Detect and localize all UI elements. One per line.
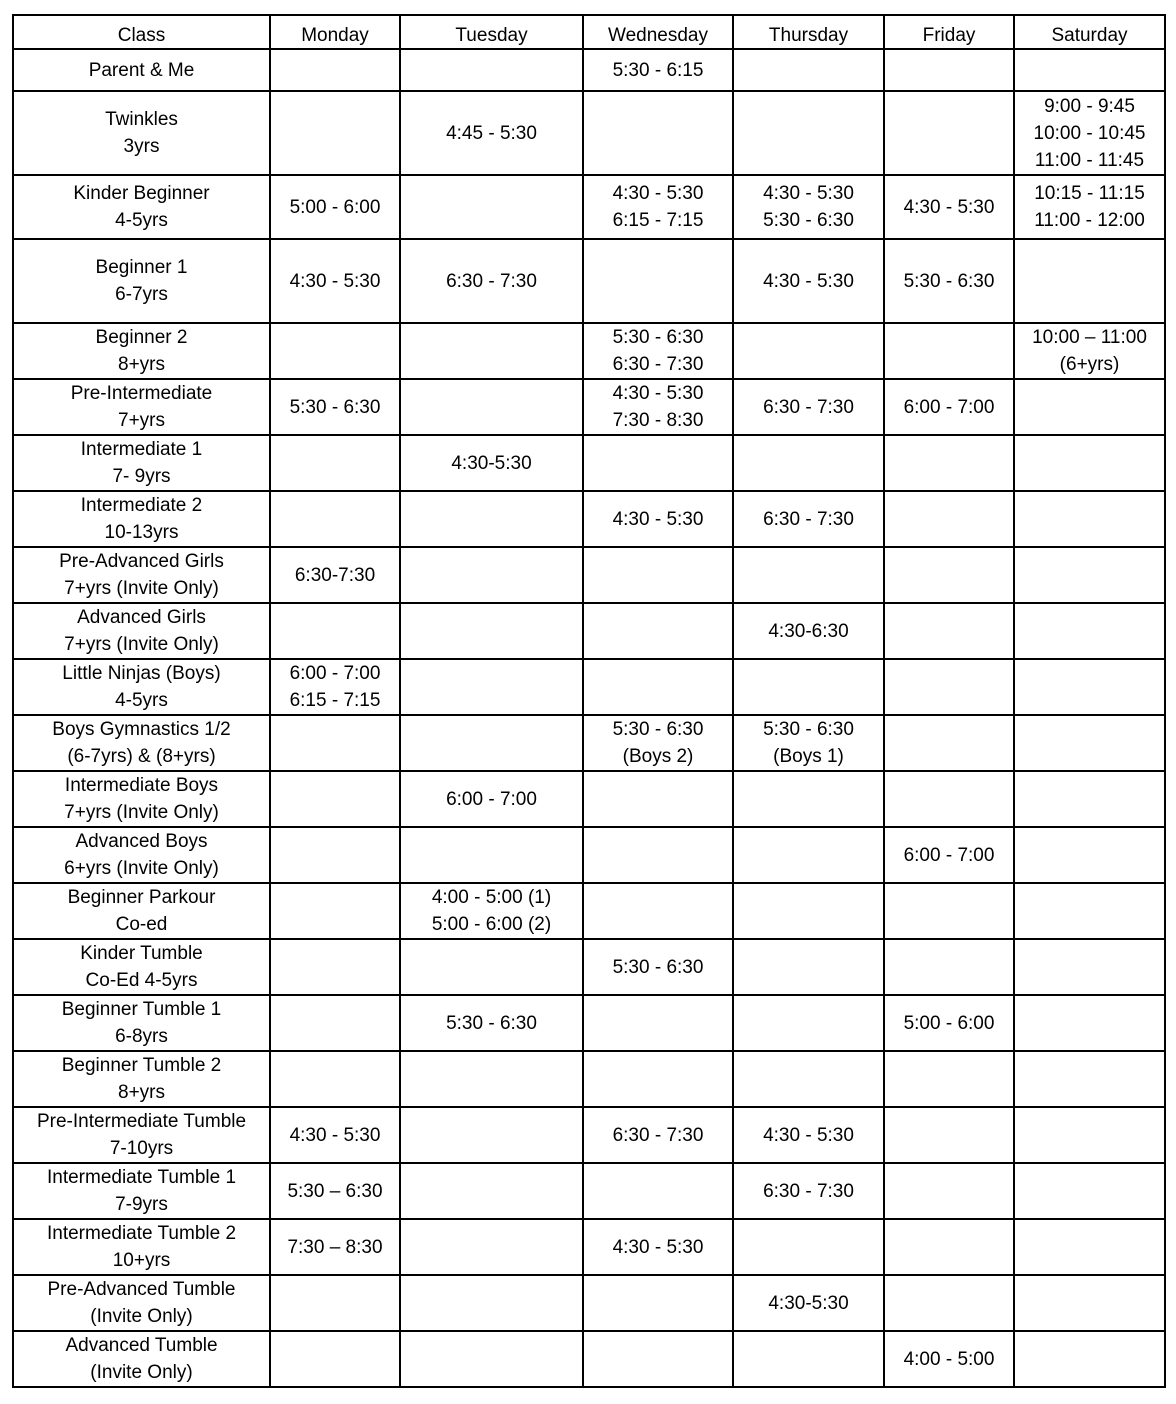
class-name-line: (Invite Only) <box>90 1362 193 1383</box>
class-name-line: Intermediate Tumble 1 <box>46 1167 237 1188</box>
time-cell-saturday <box>1014 435 1165 491</box>
time-slot: 6:00 - 7:00 <box>903 396 995 418</box>
class-name-line: Advanced Tumble <box>65 1335 218 1356</box>
time-cell-wednesday <box>583 547 733 603</box>
class-name-line: Pre-Advanced Girls <box>59 551 224 572</box>
time-cell-friday <box>884 379 1014 435</box>
schedule-row <box>13 491 1165 547</box>
header-friday: Friday <box>884 15 1014 49</box>
time-slot: 4:45 - 5:30 <box>446 122 537 144</box>
time-cell-tuesday <box>400 491 583 547</box>
schedule-row <box>13 547 1165 603</box>
time-slot: 4:30 - 5:30 <box>612 383 704 404</box>
time-slot: 4:30 - 5:30 <box>763 1124 854 1146</box>
time-cell-saturday <box>1014 715 1165 771</box>
time-cell-tuesday <box>400 1163 583 1219</box>
time-cell-monday <box>270 1219 400 1275</box>
time-slot: 6:30 - 7:30 <box>612 354 704 375</box>
time-cell-saturday <box>1014 91 1165 175</box>
time-cell-saturday <box>1014 1107 1165 1163</box>
class-name-line: 7+yrs <box>118 410 165 431</box>
time-cell-monday <box>270 939 400 995</box>
time-cell-monday <box>270 91 400 175</box>
class-name-line: Little Ninjas (Boys) <box>62 663 221 684</box>
schedule-row <box>13 49 1165 91</box>
time-cell-wednesday <box>583 239 733 323</box>
class-name-line: Kinder Beginner <box>73 183 210 204</box>
schedule-row <box>13 659 1165 715</box>
class-name-line: (Invite Only) <box>90 1306 193 1327</box>
time-cell-monday <box>270 547 400 603</box>
class-name-cell <box>13 995 270 1051</box>
time-cell-friday <box>884 883 1014 939</box>
class-name-cell <box>13 659 270 715</box>
header-tuesday: Tuesday <box>400 15 583 49</box>
class-name-cell <box>13 1163 270 1219</box>
time-cell-friday <box>884 1107 1014 1163</box>
schedule-row <box>13 1331 1165 1387</box>
time-cell-wednesday <box>583 883 733 939</box>
class-name-cell <box>13 91 270 175</box>
time-cell-monday <box>270 435 400 491</box>
time-slot: 4:30 - 5:30 <box>612 1236 704 1258</box>
class-name-cell <box>13 435 270 491</box>
time-slot: 4:30-5:30 <box>451 452 532 474</box>
class-name-cell <box>13 939 270 995</box>
class-name-line: Intermediate Boys <box>64 775 219 796</box>
time-cell-friday <box>884 435 1014 491</box>
time-slot: 6:00 - 7:00 <box>446 788 537 810</box>
class-name-line: Twinkles <box>105 109 178 130</box>
class-name-line: 7-10yrs <box>109 1138 174 1159</box>
time-cell-tuesday <box>400 827 583 883</box>
time-slot: 10:00 – 11:00 <box>1032 327 1147 348</box>
class-name-line: Beginner Tumble 2 <box>61 1055 222 1076</box>
time-cell-monday <box>270 1051 400 1107</box>
time-cell-monday <box>270 1163 400 1219</box>
time-cell-tuesday <box>400 379 583 435</box>
time-slot: 7:30 - 8:30 <box>612 410 704 431</box>
time-cell-thursday <box>733 49 884 91</box>
time-cell-wednesday <box>583 175 733 239</box>
time-slot: 4:30 - 5:30 <box>612 183 704 204</box>
time-slot: 5:00 - 6:00 <box>903 1012 995 1034</box>
schedule-row <box>13 939 1165 995</box>
time-slot: 5:30 - 6:30 <box>446 1012 537 1034</box>
time-slot: 6:30 - 7:30 <box>446 270 537 292</box>
time-cell-saturday <box>1014 883 1165 939</box>
time-cell-wednesday <box>583 939 733 995</box>
time-cell-thursday <box>733 1051 884 1107</box>
time-cell-thursday <box>733 1107 884 1163</box>
time-slot: 4:30-5:30 <box>768 1292 849 1314</box>
time-slot: (Boys 1) <box>773 746 844 767</box>
time-cell-wednesday <box>583 379 733 435</box>
class-name-line: Boys Gymnastics 1/2 <box>52 719 231 740</box>
schedule-row <box>13 827 1165 883</box>
schedule-row <box>13 323 1165 379</box>
time-cell-tuesday <box>400 939 583 995</box>
time-cell-thursday <box>733 883 884 939</box>
time-slot: 5:30 - 6:15 <box>612 59 704 81</box>
time-cell-thursday <box>733 435 884 491</box>
time-cell-friday <box>884 1331 1014 1387</box>
time-cell-saturday <box>1014 547 1165 603</box>
time-cell-saturday <box>1014 175 1165 239</box>
time-cell-friday <box>884 715 1014 771</box>
schedule-row <box>13 995 1165 1051</box>
time-cell-saturday <box>1014 491 1165 547</box>
class-name-line: 4-5yrs <box>115 210 168 231</box>
time-cell-tuesday <box>400 771 583 827</box>
time-cell-wednesday <box>583 491 733 547</box>
time-cell-wednesday <box>583 1219 733 1275</box>
time-cell-thursday <box>733 175 884 239</box>
time-cell-wednesday <box>583 435 733 491</box>
schedule-row <box>13 91 1165 175</box>
class-name-line: 7-9yrs <box>115 1194 168 1215</box>
class-name-line: 6+yrs (Invite Only) <box>64 858 219 879</box>
time-slot: 5:30 - 6:30 <box>612 956 704 978</box>
time-cell-saturday <box>1014 1163 1165 1219</box>
class-name-cell <box>13 827 270 883</box>
time-cell-monday <box>270 715 400 771</box>
class-name-cell <box>13 379 270 435</box>
time-cell-monday <box>270 603 400 659</box>
time-slot: 6:15 - 7:15 <box>289 690 381 711</box>
time-cell-monday <box>270 883 400 939</box>
schedule-row <box>13 715 1165 771</box>
time-cell-wednesday <box>583 1331 733 1387</box>
time-cell-thursday <box>733 995 884 1051</box>
time-slot: 11:00 - 12:00 <box>1034 210 1145 231</box>
time-slot: 6:30-7:30 <box>294 564 376 586</box>
class-name-cell <box>13 1331 270 1387</box>
time-slot: 5:30 – 6:30 <box>287 1180 383 1202</box>
time-cell-saturday <box>1014 1219 1165 1275</box>
time-slot: 4:30 - 5:30 <box>903 196 995 218</box>
time-cell-thursday <box>733 1163 884 1219</box>
class-name-line: 10-13yrs <box>104 522 179 543</box>
class-name-line: 7+yrs (Invite Only) <box>64 578 219 599</box>
time-cell-thursday <box>733 603 884 659</box>
time-cell-tuesday <box>400 1219 583 1275</box>
time-cell-thursday <box>733 1219 884 1275</box>
schedule-row <box>13 1107 1165 1163</box>
schedule-row <box>13 379 1165 435</box>
class-name-line: Advanced Girls <box>77 607 206 628</box>
time-cell-wednesday <box>583 1051 733 1107</box>
class-name-line: Beginner 1 <box>95 257 188 278</box>
time-cell-tuesday <box>400 91 583 175</box>
class-name-line: 6-7yrs <box>115 284 168 305</box>
time-cell-wednesday <box>583 715 733 771</box>
class-name-line: Beginner Tumble 1 <box>61 999 222 1020</box>
time-cell-tuesday <box>400 603 583 659</box>
time-slot: 4:30 - 5:30 <box>612 508 704 530</box>
time-cell-tuesday <box>400 1107 583 1163</box>
time-cell-thursday <box>733 239 884 323</box>
schedule-row <box>13 771 1165 827</box>
class-name-line: 6-8yrs <box>115 1026 168 1047</box>
time-cell-saturday <box>1014 1331 1165 1387</box>
class-name-line: Advanced Boys <box>75 831 208 852</box>
time-cell-friday <box>884 1275 1014 1331</box>
class-name-line: (6-7yrs) & (8+yrs) <box>67 746 216 767</box>
time-slot: 5:00 - 6:00 (2) <box>431 914 552 935</box>
class-name-cell <box>13 1275 270 1331</box>
time-slot: 4:30 - 5:30 <box>763 270 854 292</box>
schedule-row <box>13 239 1165 323</box>
class-name-line: Intermediate 1 <box>80 439 203 460</box>
class-name-line: Pre-Advanced Tumble <box>47 1279 236 1300</box>
schedule-row <box>13 175 1165 239</box>
time-slot: 10:15 - 11:15 <box>1034 183 1145 204</box>
time-slot: (6+yrs) <box>1059 354 1120 375</box>
time-cell-monday <box>270 771 400 827</box>
time-cell-saturday <box>1014 239 1165 323</box>
time-cell-tuesday <box>400 659 583 715</box>
schedule-row <box>13 435 1165 491</box>
time-cell-monday <box>270 491 400 547</box>
time-cell-saturday <box>1014 771 1165 827</box>
time-slot: 5:30 - 6:30 <box>763 719 854 740</box>
time-cell-friday <box>884 603 1014 659</box>
time-cell-monday <box>270 1331 400 1387</box>
time-cell-monday <box>270 659 400 715</box>
time-cell-monday <box>270 323 400 379</box>
time-cell-saturday <box>1014 323 1165 379</box>
time-cell-friday <box>884 995 1014 1051</box>
time-slot: 4:30 - 5:30 <box>763 183 854 204</box>
time-slot: 4:00 - 5:00 <box>903 1348 995 1370</box>
class-name-cell <box>13 49 270 91</box>
time-slot: 4:30-6:30 <box>768 620 849 642</box>
time-slot: 4:00 - 5:00 (1) <box>431 887 552 908</box>
time-cell-saturday <box>1014 939 1165 995</box>
schedule-row <box>13 1219 1165 1275</box>
time-cell-saturday <box>1014 827 1165 883</box>
time-cell-wednesday <box>583 771 733 827</box>
time-slot: 10:00 - 10:45 <box>1033 122 1146 144</box>
time-cell-thursday <box>733 939 884 995</box>
time-slot: 4:30 - 5:30 <box>289 270 381 292</box>
time-cell-friday <box>884 659 1014 715</box>
time-slot: 7:30 – 8:30 <box>287 1236 383 1258</box>
class-name-cell <box>13 1051 270 1107</box>
time-cell-thursday <box>733 1331 884 1387</box>
time-cell-friday <box>884 239 1014 323</box>
time-slot: 5:30 - 6:30 <box>612 327 704 348</box>
class-name-line: 3yrs <box>123 136 160 157</box>
class-name-line: Beginner 2 <box>95 327 188 348</box>
time-slot: 11:00 - 11:45 <box>1034 149 1145 171</box>
header-thursday: Thursday <box>733 15 884 49</box>
header-monday: Monday <box>270 15 400 49</box>
time-cell-friday <box>884 1219 1014 1275</box>
schedule-row <box>13 1275 1165 1331</box>
time-cell-friday <box>884 547 1014 603</box>
time-cell-friday <box>884 939 1014 995</box>
time-cell-wednesday <box>583 91 733 175</box>
time-cell-monday <box>270 379 400 435</box>
header-wednesday: Wednesday <box>583 15 733 49</box>
time-slot: 5:30 - 6:30 <box>289 396 381 418</box>
class-name-line: Pre-Intermediate Tumble <box>36 1111 247 1132</box>
time-slot: 6:15 - 7:15 <box>612 210 704 231</box>
class-name-cell <box>13 175 270 239</box>
time-slot: 5:30 - 6:30 <box>903 270 995 292</box>
time-cell-tuesday <box>400 239 583 323</box>
time-cell-tuesday <box>400 883 583 939</box>
time-cell-monday <box>270 175 400 239</box>
time-cell-friday <box>884 1163 1014 1219</box>
time-cell-wednesday <box>583 659 733 715</box>
time-cell-wednesday <box>583 603 733 659</box>
time-slot: 5:30 - 6:30 <box>763 210 854 231</box>
class-name-line: 7+yrs (Invite Only) <box>64 634 219 655</box>
class-name-line: Beginner Parkour <box>67 887 216 908</box>
time-cell-monday <box>270 1275 400 1331</box>
header-row <box>13 15 1165 49</box>
time-cell-saturday <box>1014 659 1165 715</box>
class-name-cell <box>13 771 270 827</box>
time-cell-thursday <box>733 547 884 603</box>
class-name-line: Co-ed <box>115 914 168 935</box>
time-cell-monday <box>270 1107 400 1163</box>
class-name-cell <box>13 883 270 939</box>
class-name-line: 7- 9yrs <box>112 466 171 487</box>
class-name-cell <box>13 547 270 603</box>
time-cell-tuesday <box>400 547 583 603</box>
class-name-line: Intermediate 2 <box>80 495 203 516</box>
time-slot: 9:00 - 9:45 <box>1044 95 1135 117</box>
time-cell-wednesday <box>583 1275 733 1331</box>
time-cell-thursday <box>733 323 884 379</box>
time-cell-saturday <box>1014 995 1165 1051</box>
header-class: Class <box>13 15 270 49</box>
class-name-cell <box>13 1107 270 1163</box>
time-cell-wednesday <box>583 995 733 1051</box>
header-saturday: Saturday <box>1014 15 1165 49</box>
time-cell-friday <box>884 323 1014 379</box>
time-cell-saturday <box>1014 49 1165 91</box>
time-cell-tuesday <box>400 175 583 239</box>
time-slot: 6:00 - 7:00 <box>903 844 995 866</box>
schedule-table <box>12 14 1166 1388</box>
time-slot: 5:30 - 6:30 <box>612 719 704 740</box>
time-slot: 4:30 - 5:30 <box>289 1124 381 1146</box>
time-cell-tuesday <box>400 995 583 1051</box>
class-name-cell <box>13 603 270 659</box>
time-slot: 6:30 - 7:30 <box>612 1124 704 1146</box>
time-cell-tuesday <box>400 435 583 491</box>
time-cell-thursday <box>733 659 884 715</box>
time-cell-monday <box>270 827 400 883</box>
class-name-line: 8+yrs <box>118 354 165 375</box>
time-slot: 6:30 - 7:30 <box>763 508 854 530</box>
time-cell-tuesday <box>400 1331 583 1387</box>
class-name-line: 10+yrs <box>112 1250 171 1271</box>
time-slot: 6:30 - 7:30 <box>763 396 854 418</box>
class-name-cell <box>13 1219 270 1275</box>
time-cell-friday <box>884 91 1014 175</box>
time-cell-wednesday <box>583 1163 733 1219</box>
schedule-row <box>13 603 1165 659</box>
class-name-line: 4-5yrs <box>115 690 168 711</box>
time-cell-saturday <box>1014 379 1165 435</box>
time-cell-friday <box>884 771 1014 827</box>
time-slot: 6:00 - 7:00 <box>289 663 381 684</box>
time-cell-monday <box>270 239 400 323</box>
class-name-cell <box>13 239 270 323</box>
time-cell-tuesday <box>400 49 583 91</box>
time-cell-thursday <box>733 491 884 547</box>
class-name-cell <box>13 715 270 771</box>
time-cell-thursday <box>733 1275 884 1331</box>
time-cell-tuesday <box>400 1275 583 1331</box>
time-cell-thursday <box>733 715 884 771</box>
class-name-line: Co-Ed 4-5yrs <box>85 970 198 991</box>
schedule-row <box>13 883 1165 939</box>
time-cell-tuesday <box>400 323 583 379</box>
class-name-line: 7+yrs (Invite Only) <box>64 802 219 823</box>
time-cell-friday <box>884 1051 1014 1107</box>
time-cell-thursday <box>733 379 884 435</box>
time-slot: 5:00 - 6:00 <box>289 196 381 218</box>
time-cell-tuesday <box>400 1051 583 1107</box>
time-cell-thursday <box>733 91 884 175</box>
time-cell-wednesday <box>583 827 733 883</box>
time-cell-wednesday <box>583 1107 733 1163</box>
time-cell-tuesday <box>400 715 583 771</box>
time-cell-monday <box>270 49 400 91</box>
time-cell-wednesday <box>583 49 733 91</box>
time-cell-saturday <box>1014 1275 1165 1331</box>
schedule-row <box>13 1051 1165 1107</box>
class-name-line: Intermediate Tumble 2 <box>46 1223 237 1244</box>
time-cell-thursday <box>733 827 884 883</box>
schedule-body <box>13 49 1165 1387</box>
class-name-cell <box>13 491 270 547</box>
time-cell-monday <box>270 995 400 1051</box>
time-cell-friday <box>884 491 1014 547</box>
time-slot: (Boys 2) <box>622 746 694 767</box>
time-cell-saturday <box>1014 1051 1165 1107</box>
schedule-row <box>13 1163 1165 1219</box>
class-name-line: Kinder Tumble <box>80 943 203 964</box>
time-slot: 6:30 - 7:30 <box>763 1180 854 1202</box>
time-cell-friday <box>884 49 1014 91</box>
class-name-cell <box>13 323 270 379</box>
class-name-line: Parent & Me <box>88 59 195 81</box>
time-cell-wednesday <box>583 323 733 379</box>
class-name-line: Pre-Intermediate <box>70 383 213 404</box>
class-name-line: 8+yrs <box>118 1082 165 1103</box>
time-cell-thursday <box>733 771 884 827</box>
time-cell-friday <box>884 827 1014 883</box>
time-cell-saturday <box>1014 603 1165 659</box>
time-cell-friday <box>884 175 1014 239</box>
